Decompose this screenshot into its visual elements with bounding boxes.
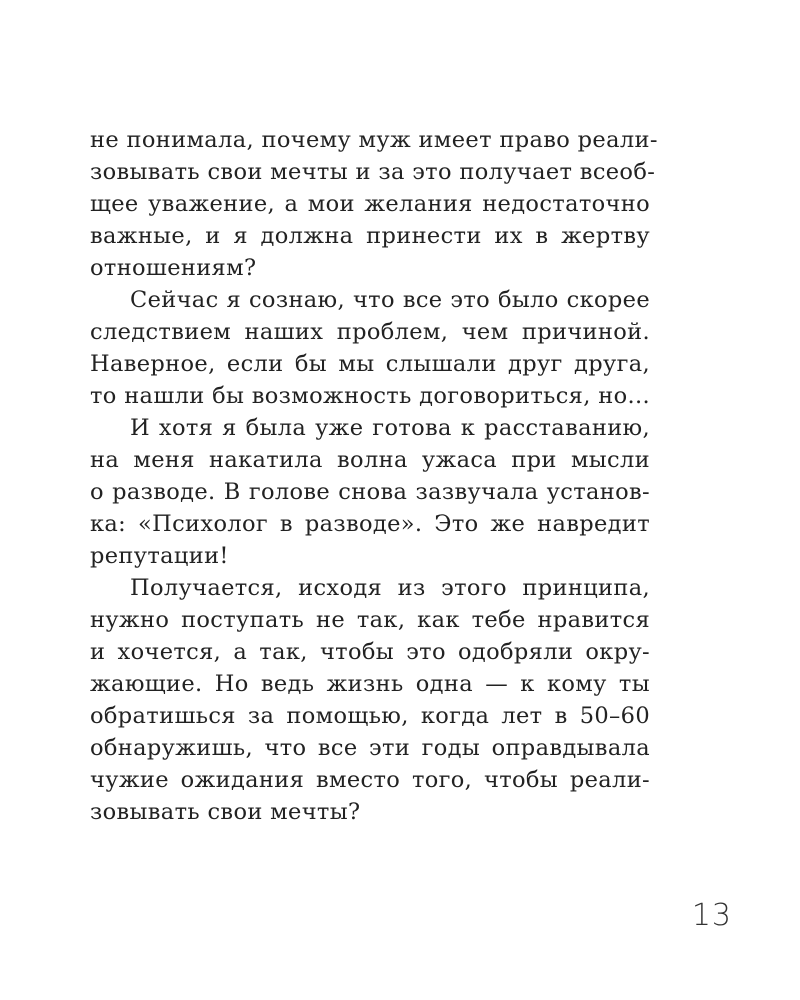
text-line: то нашли бы возможность договориться, но...: [90, 383, 650, 409]
text-line: на меня накатила волна ужаса при мысли: [90, 447, 650, 473]
text-line: ка: «Психолог в разводе». Это же навредит: [90, 511, 650, 537]
page-number: 13: [691, 898, 732, 933]
text-line: обратишься за помощью, когда лет в 50–60: [90, 703, 650, 729]
text-line: важные, и я должна принести их в жертву: [90, 223, 650, 249]
text-line: Получается, исходя из этого принципа,: [130, 575, 650, 601]
body-text: [90, 124, 658, 828]
text-line: зовывать свои мечты?: [90, 799, 361, 825]
text-line: И хотя я была уже готова к расставанию,: [130, 415, 650, 441]
text-line: Сейчас я сознаю, что все это было скорее: [130, 287, 650, 313]
text-line: нужно поступать не так, как тебе нравится: [90, 607, 650, 633]
text-line: обнаружишь, что все эти годы оправдывала: [90, 735, 650, 761]
text-line: и хочется, а так, чтобы это одобряли окру-: [90, 639, 650, 665]
text-line: не понимала, почему муж имеет право реали-: [90, 127, 658, 153]
text-line: жающие. Но ведь жизнь одна — к кому ты: [90, 671, 650, 697]
text-line: щее уважение, а мои желания недостаточно: [90, 191, 650, 217]
text-line: о разводе. В голове снова зазвучала установ-: [90, 479, 650, 505]
text-line: репутации!: [90, 543, 229, 569]
text-line: Наверное, если бы мы слышали друг друга,: [90, 351, 650, 377]
text-line: зовывать свои мечты и за это получает всеоб-: [90, 159, 656, 185]
text-line: чужие ожидания вместо того, чтобы реали-: [90, 767, 650, 793]
text-line: отношениям?: [90, 255, 257, 281]
text-line: следствием наших проблем, чем причиной.: [90, 319, 650, 345]
